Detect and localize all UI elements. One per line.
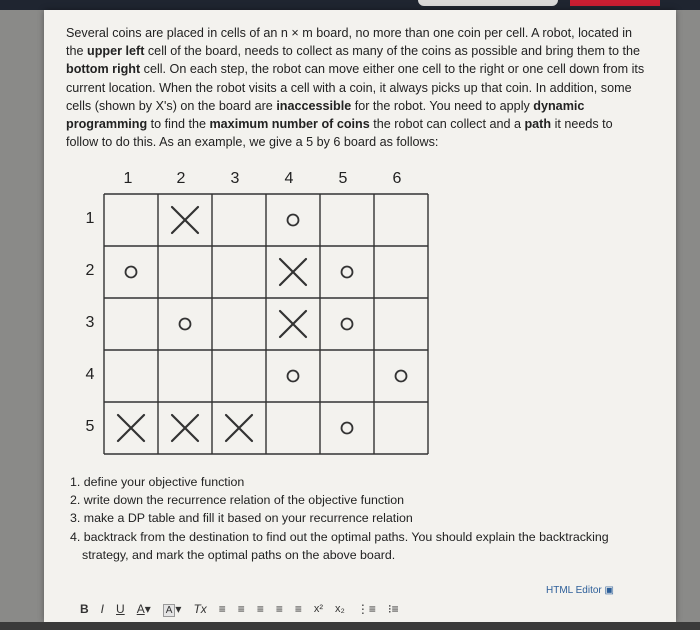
column-number: 3 (230, 170, 240, 187)
desk-edge (0, 622, 700, 630)
inaccessible-cell-x (118, 415, 144, 441)
row-number: 5 (85, 418, 95, 435)
editor-toolbar (80, 600, 399, 618)
task-list (66, 473, 656, 564)
question-part: for the robot. You need to apply (351, 98, 534, 113)
coin-circle (180, 319, 191, 330)
task-item: 1. define your objective function (70, 475, 245, 489)
browser-tab-active[interactable] (570, 0, 660, 6)
align-right-icon[interactable]: ≡ (256, 602, 264, 616)
question-part: Several coins are placed in cells of an n × m board, no more than one coin per cell. A robot, located in the (66, 26, 633, 59)
question-bold: upper left (87, 44, 145, 59)
question-bold: bottom right (66, 62, 141, 77)
browser-tab[interactable] (418, 0, 558, 6)
row-number: 4 (85, 366, 95, 383)
dropdown-arrow-icon: ▾ (144, 602, 151, 616)
question-bold: dynamic programming (66, 98, 585, 132)
row-number: 1 (85, 210, 95, 227)
inaccessible-cell-x (172, 207, 198, 233)
align-justify-icon[interactable]: ≡ (275, 602, 283, 616)
font-color-button[interactable] (137, 602, 151, 616)
ordered-list-icon[interactable]: ⋮≡ (356, 602, 376, 616)
coin-board (44, 10, 676, 470)
question-bold: path (524, 117, 552, 132)
inaccessible-cell-x (172, 415, 198, 441)
browser-top-bar (0, 0, 700, 10)
dropdown-arrow-icon: ▾ (175, 601, 182, 616)
subscript-button[interactable]: x₂ (335, 603, 345, 615)
align-left-icon[interactable]: ≡ (218, 602, 226, 616)
inaccessible-cell-x (280, 311, 306, 337)
html-editor-label[interactable] (546, 585, 614, 596)
question-bold: inaccessible (276, 98, 352, 113)
inaccessible-cell-x (280, 259, 306, 285)
superscript-button[interactable]: x² (313, 603, 324, 615)
font-color-label: A (136, 602, 145, 616)
question-bold: maximum number of coins (209, 117, 370, 132)
column-number: 4 (284, 170, 294, 187)
board-grid (44, 10, 676, 470)
unordered-list-icon[interactable]: ⁝≡ (387, 602, 399, 616)
bold-button[interactable]: B (80, 602, 89, 616)
task-item: 4. backtrack from the destination to find out the optimal paths. You should explain the backtracking strategy, and mark the optimal paths on the above board. (70, 529, 609, 562)
column-number: 6 (392, 170, 402, 187)
coin-circle (288, 215, 299, 226)
question-part: cell. On each step, the robot can move either one cell to the right or one cell down from its current location. When the robot visits a cell with a coin, it always picks up that coin. In addition, some cells (shown by X's) on the board are (66, 62, 645, 113)
underline-button[interactable]: U (116, 602, 125, 616)
question-part: to find the (147, 117, 210, 132)
question-part: it needs to follow to do this. As an example, we give a 5 by 6 board as follows: (66, 117, 613, 150)
editor-icon: ▣ (604, 585, 614, 596)
task-item: 2. write down the recurrence relation of the objective function (70, 493, 405, 508)
column-number: 2 (176, 170, 186, 187)
inaccessible-cell-x (226, 415, 252, 441)
coin-circle (288, 371, 299, 382)
question-part: cell of the board, needs to collect as many of the coins as possible and bring them to the (144, 44, 641, 59)
coin-circle (126, 267, 137, 278)
coin-circle (342, 423, 353, 434)
italic-button[interactable]: I (100, 602, 105, 616)
html-editor-text: HTML Editor (546, 585, 602, 596)
highlight-button[interactable] (163, 602, 182, 617)
coin-circle (342, 319, 353, 330)
row-number: 3 (85, 314, 95, 331)
question-sheet (44, 10, 676, 622)
highlight-label: A (163, 604, 176, 617)
row-number: 2 (85, 262, 95, 279)
indent-icon[interactable]: ≡ (294, 602, 302, 616)
task-item: 3. make a DP table and fill it based on your recurrence relation (70, 511, 413, 526)
clear-format-button[interactable]: Tx (193, 602, 207, 616)
coin-circle (342, 267, 353, 278)
column-number: 1 (123, 170, 133, 187)
coin-circle (396, 371, 407, 382)
align-center-icon[interactable]: ≡ (237, 602, 245, 616)
column-number: 5 (338, 170, 348, 187)
question-part: the robot can collect and a (369, 117, 525, 132)
